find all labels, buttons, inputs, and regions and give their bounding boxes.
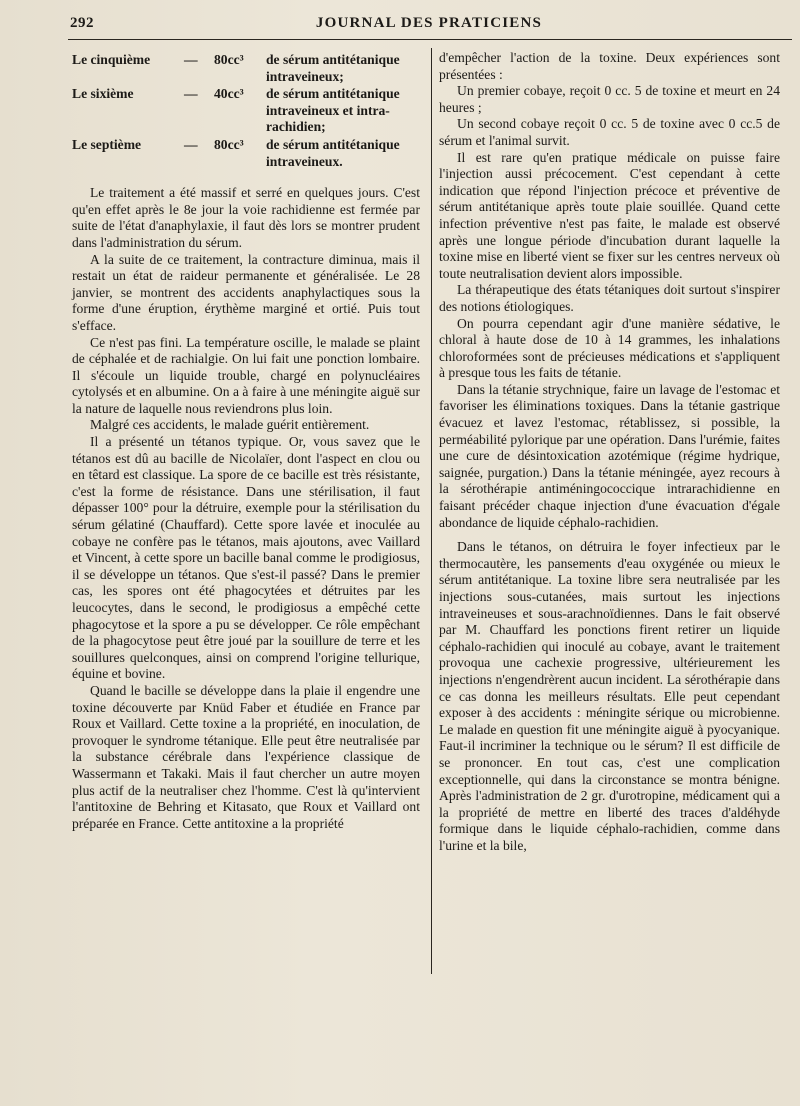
paragraph: A la suite de ce traitement, la contracture diminua, mais il restait un état de raideur permanente et généralisée. Le 28 janvier, se montrent des accidents anaphylactiques sous la forme d'une éruption, érythème marginé et ortié. Puis tout s'efface. xyxy=(72,251,420,333)
paragraph: La thérapeutique des états tétaniques doit surtout s'inspirer des notions étiologiques. xyxy=(439,282,780,314)
page-number: 292 xyxy=(70,14,94,31)
paragraph: Ce n'est pas fini. La température oscille, le malade se plaint de céphalée et de rachialgie. On lui fait une ponction lombaire. Il s'écoule un liquide trouble, chargé en polynucléaires cytolysés et en albumine. On a à faire à une méningite aiguë sur la nature de laquelle nous reviendrons plus loin. xyxy=(72,334,420,416)
dose-description: de sérum antitétanique intraveineux. xyxy=(266,136,400,169)
dose-dash: — xyxy=(184,136,198,152)
dose-quantity: 80cc³ xyxy=(214,52,244,67)
paragraph: Le traitement a été massif et serré en quelques jours. C'est qu'en effet après le 8e jour la voie rachidienne est fermée par suite de l'état d'anaphylaxie, il faut dès lors se montrer prudent dans l'administration du sérum. xyxy=(72,185,420,250)
running-header xyxy=(70,10,788,36)
dose-day-label: Le sixième xyxy=(72,86,134,102)
dose-dash: — xyxy=(184,52,198,67)
paragraph: Malgré ces accidents, le malade guérit entièrement. xyxy=(90,417,370,433)
right-column xyxy=(439,50,780,855)
dose-description: de sérum antitétanique intraveineux et intra-rachidien; xyxy=(266,86,400,135)
left-column xyxy=(72,50,420,832)
header-rule xyxy=(68,39,792,40)
journal-title: JOURNAL DES PRATICIENS xyxy=(315,14,543,31)
paragraph: Dans la tétanie strychnique, faire un lavage de l'estomac et favoriser les éliminations toxiques. Dans la tétanie gastrique évacuez et lavez l'estomac, rétablissez, si possible, la perméabilité pylorique par une opération. Dans l'urémie, faites une cure de désintoxication azotémique (régime hydrique, saignée, purgation.) Dans la tétanie méningée, ayez recours à la sérothérapie antiméningococcique intrarachidienne en faisant précéder chaque injection d'une évacuation d'égale abondance de liquide céphalo-rachidien. xyxy=(439,381,780,530)
paragraph: d'empêcher l'action de la toxine. Deux expériences sont présentées : xyxy=(439,50,780,82)
paragraph: Un premier cobaye, reçoit 0 cc. 5 de toxine et meurt en 24 heures ; xyxy=(439,83,780,115)
dose-description: de sérum antitétanique intraveineux; xyxy=(266,52,400,84)
dose-quantity: 80cc³ xyxy=(214,136,244,152)
paragraph: Dans le tétanos, on détruira le foyer infectieux par le thermocautère, les pansements d'eau oxygénée ou mieux le sérum antitétanique. La toxine libre sera neutralisée par les injections sous-cutanées, mais surtout les injections intraveineuses et sous-arachnoïdiennes. Dans le fait observé par M. Chauffard les ponctions firent retirer un liquide céphalo-rachidien qui inoculé au cobaye, avant le traitement provoqua une cachexie progressive, ultérieurement les injections n'engendrèrent aucun incident. La sérothérapie dans ce cas donna les meilleurs résultats. Elle peut cependant exposer à des accidents : méningite sérique ou microbienne. Le malade en question fit une méningite aiguë à pyocyanique. Faut-il incriminer la technique ou le sérum? Il est difficile de se prononcer. En tout cas, c'est une complication exceptionnelle, qui dans la circonstance se montra bénigne. Après l'administration de 2 gr. d'urotropine, médicament qui a la propriété de mettre en liberté des traces d'aldéhyde formique dans le liquide céphalo-rachidien, comme dans l'urine et la bile, xyxy=(439,539,780,853)
dose-row xyxy=(72,52,420,86)
dose-day-label: Le septième xyxy=(72,136,142,152)
paragraph: Un second cobaye reçoit 0 cc. 5 de toxine avec 0 cc.5 de sérum et l'animal survit. xyxy=(439,116,780,148)
dose-row xyxy=(72,137,420,171)
paragraph: Quand le bacille se développe dans la plaie il engendre une toxine découverte par Knüd Faber et étudiée en France par Roux et Vaillard. Cette toxine a la propriété, en inoculation, de provoquer le syndrome tétanique. Elle peut être neutralisée par la substance cérébrale dans l'expérience classique de Wassermann et Takaki. Mais il faut chercher un autre moyen plus actif de la neutraliser chez l'homme. C'est là qu'intervient l'antitoxine de Behring et Kitasato, que Roux et Vaillard ont préparée en France. Cette antitoxine a la propriété xyxy=(72,682,420,831)
dose-row xyxy=(72,86,420,137)
dose-day-label: Le cinquième xyxy=(72,52,151,67)
paragraph: On pourra cependant agir d'une manière sédative, le chloral à haute dose de 10 à 14 grammes, les inhalations chloroformées sont de précieuses médications et s'appliquent à presque tous les faits de tétanie. xyxy=(439,315,780,381)
paragraph: Il est rare qu'en pratique médicale on puisse faire l'injection aussi précocement. C'est cependant à cette indication que répond l'injection précoce et préventive de sérum antitétanique après toute plaie souillée. Quand cette infection préventive n'est pas faite, le malade est observé après une longue période d'incubation durant laquelle la toxine mise en liberté vient se fixer sur les centres nerveux où toute neutralisation devient alors impossible. xyxy=(439,149,780,281)
dose-quantity: 40cc³ xyxy=(214,86,244,102)
column-divider xyxy=(431,48,432,974)
dose-schedule xyxy=(72,52,420,171)
dose-dash: — xyxy=(184,86,198,102)
paragraph: Il a présenté un tétanos typique. Or, vous savez que le tétanos est dû au bacille de Nicolaïer, dont l'aspect en clou ou en têtard est classique. La spore de ce bacille est très résistante, c'est la forme de résistance. Dans une stérilisation, il faut dépasser 100° pour la détruire, exemple pour la stérilisation du sérum gélatiné (Chauffard). Cette spore lavée et inoculée au cobaye ne confère pas le tétanos, mais ajoutons, avec Vaillard et Vincent, à cette spore un bacille banal comme le prodigiosus, il se développe un tétanos. Que s'est-il passé? Dans le premier cas, les spores ont été phagocytées et détruites par les leucocytes, dans le second, le prodigiosus a empêché cette phagocytose et la spore a pu se développer. Ce rôle empêchant de la phagocytose peut être joué par la souillure de terre et les souillures quelconques, ainsi on comprend l'origine tellurique, équine et bovine. xyxy=(72,434,420,682)
